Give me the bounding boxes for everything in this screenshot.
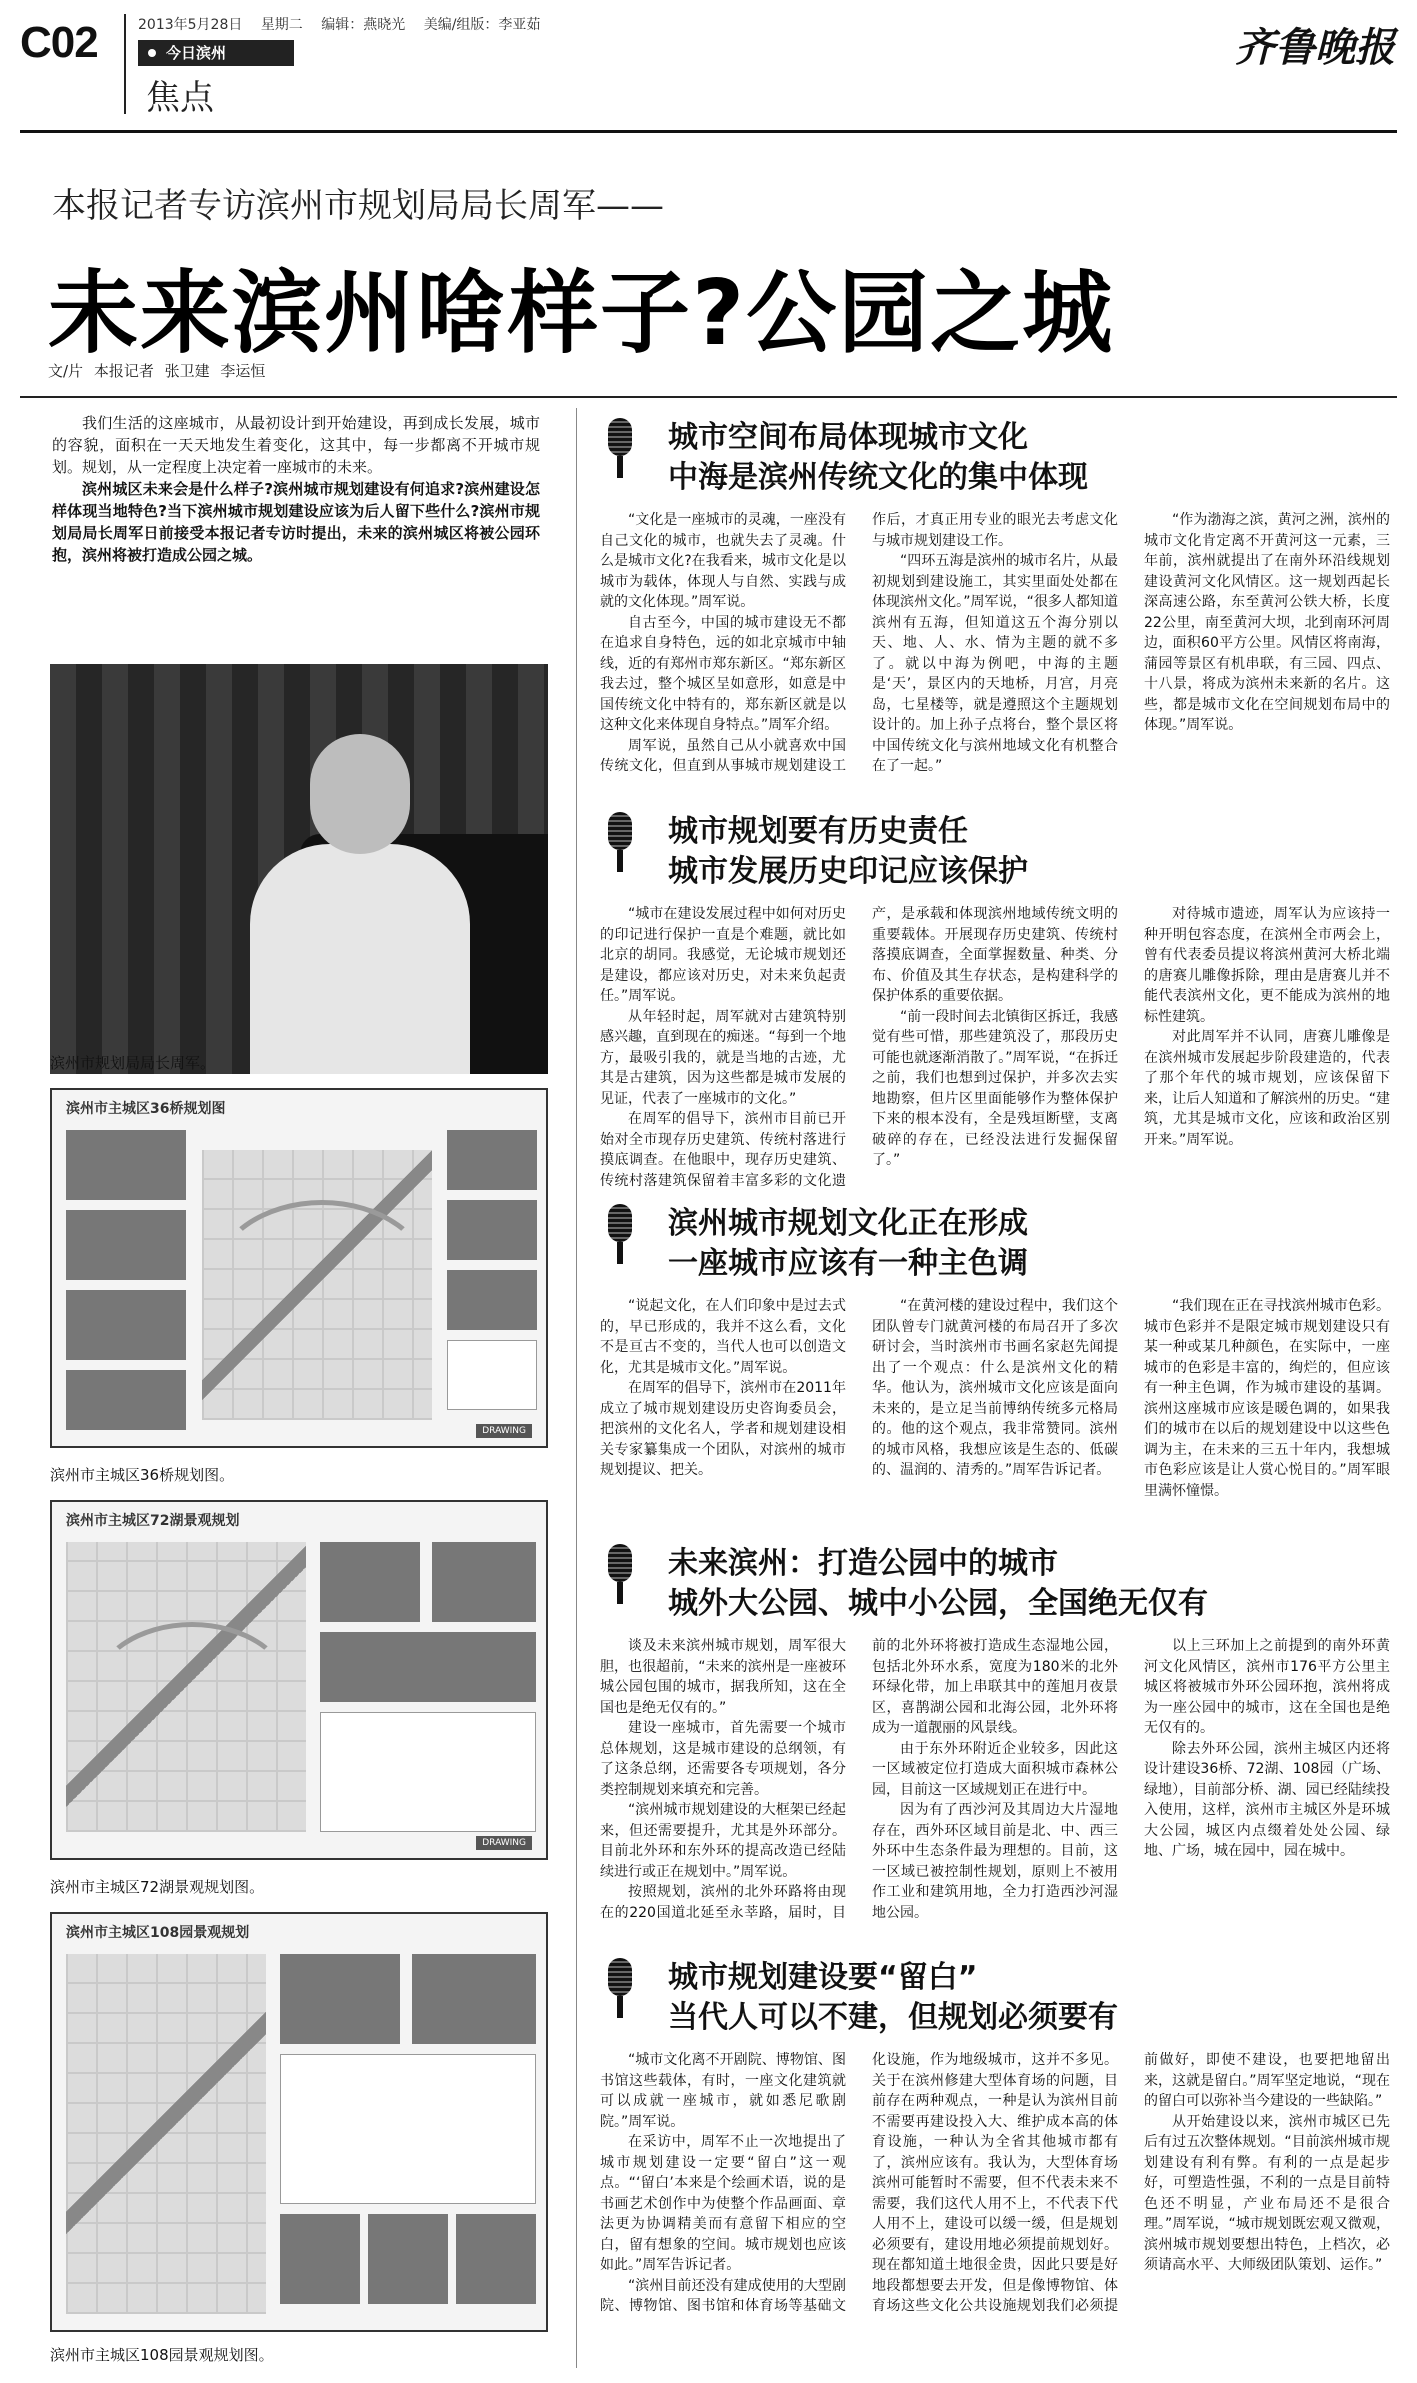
body-paragraph: “城市在建设发展过程中如何对历史的印记进行保护一直是个难题，就比如北京的胡同。我感觉，无论城市规划还是建设，都应该对历史，对未来负起责任。”周军说。 — [600, 906, 846, 1004]
section-body — [600, 1636, 1390, 1923]
body-paragraph: 对此周军并不认同，唐赛儿雕像是在滨州城市发展起步阶段建造的，代表了那个年代的城市规划，应该保留下来，让后人知道和了解滨州的历史。“建筑，尤其是城市文化，应该和政治区别开来。”周军说。 — [1144, 1029, 1390, 1148]
lead-paragraph: 我们生活的这座城市，从最初设计到开始建设，再到成长发展，城市的容貌，面积在一天天地发生着变化，这其中，每一步都离不开城市规划。规划，从一定程度上决定着一座城市的未来。 — [52, 414, 540, 476]
microphone-icon — [602, 812, 638, 872]
microphone-icon — [602, 1958, 638, 2018]
section-name: 焦点 — [146, 78, 214, 118]
header-rule — [20, 130, 1397, 133]
body-paragraph: “城市文化离不开剧院、博物馆、图书馆这些载体，有时，一座文化建筑就可以成就一座城市，就如悉尼歌剧院。”周军说。 — [600, 2052, 846, 2130]
body-paragraph: “四环五海是滨州的城市名片，从最初规划到建设施工，其实里面处处都在体现滨州文化。”周军说，“很多人都知道滨州有五海，但知道这五个海分别以天、地、人、水、情为主题的就不多了。就以中海为例吧，中海的主题是‘天’，景区内的天地桥，月宫，月亮岛，七星楼等，就是遵照这个主题规划设计的。加上孙子点将台，整个景区将中国传统文化与滨州地域文化有机整合在了一起。” — [872, 553, 1118, 774]
bullet-icon — [148, 49, 156, 57]
body-paragraph: 除去外环公园，滨州主城区内还将设计建设36桥、72湖、108园（广场、绿地），目前部分桥、湖、园已经陆续投入使用，这样，滨州市主城区外是环城大公园，城区内点缀着处处公园、绿地、广场，城在园中，园在城中。 — [1144, 1740, 1390, 1859]
section-body — [600, 510, 1390, 777]
map-river — [212, 1200, 432, 1360]
page-code: C02 — [20, 18, 98, 67]
column-divider — [576, 408, 577, 2368]
body-paragraph: 从年轻时起，周军就对古建筑特别感兴趣，直到现在的痴迷。“每到一个地方，最吸引我的，就是当地的古迹，尤其是古建筑，因为这些都是城市发展的见证，代表了一座城市的文化。” — [600, 1008, 846, 1107]
map-caption: 滨州市主城区36桥规划图。 — [50, 1466, 235, 1484]
issue-weekday: 星期二 — [260, 17, 303, 33]
microphone-icon — [602, 1204, 638, 1264]
map-title: 滨州市主城区108园景观规划 — [66, 1925, 250, 1941]
map-caption: 滨州市主城区72湖景观规划图。 — [50, 1878, 265, 1896]
editor-credit: 编辑：燕晓光 — [321, 17, 406, 33]
lake-plan-map — [50, 1500, 548, 1860]
body-paragraph: 从开始建设以来，滨州市城区已先后有过五次整体规划。“目前滨州城市规划建设有利有弊。有利的一点是起步好，可塑造性强，不利的一点是目前特色还不明显，产业布局还不是很合理。”周军说，“城市规划既宏观又微观，滨州城市规划要想出特色，上档次，必须请高水平、大师级团队策划、运作。” — [1144, 2113, 1390, 2273]
article-lead — [52, 412, 540, 566]
designer-credit: 美编/组版：李亚茹 — [423, 17, 541, 33]
body-paragraph: 谈及未来滨州城市规划，周军很大胆，也很超前，“未来的滨州是一座被环城公园包围的城市，据我所知，这在全国也是绝无仅有的。” — [600, 1638, 846, 1716]
map-caption: 滨州市主城区108园景观规划图。 — [50, 2346, 274, 2364]
map-title: 滨州市主城区72湖景观规划 — [66, 1513, 240, 1529]
section-title: 城市规划要有历史责任 城市发展历史印记应该保护 — [668, 814, 1028, 889]
article-headline: 未来滨州啥样子?公园之城 — [48, 261, 1115, 366]
body-paragraph: “滨州城市规划建设的大框架已经起来，但还需要提升，尤其是外环部分。目前北外环和东外环的提高改造已经陆续进行或正在规划中。”周军说。 — [600, 1802, 846, 1880]
map-plan — [66, 1954, 266, 2314]
section-tag-label: 今日滨州 — [166, 44, 227, 62]
body-paragraph: 在周军的倡导下，滨州市在2011年成立了城市规划建设历史咨询委员会，把滨州的文化名人，学者和规划建设相关专家纂集成一个团队，对滨州的城市规划提议、把关。 — [600, 1380, 846, 1478]
section-title: 城市空间布局体现城市文化 中海是滨州传统文化的集中体现 — [668, 420, 1088, 495]
body-paragraph: 在采访中，周军不止一次地提出了城市规划建设一定要“留白”这一观点。“‘留白’本来是个绘画术语，说的是书画艺术创作中为使整个作品画面、章法更为协调精美而有意留下相应的空白，留有想象的空间。城市规划也应该如此。”周军告诉记者。 — [600, 2134, 846, 2273]
portrait-photo — [50, 664, 548, 1074]
section-body — [600, 1296, 1390, 1501]
microphone-icon — [602, 418, 638, 478]
body-paragraph: “我们现在正在寻找滨州城市色彩。城市色彩并不是限定城市规划建设只有某一种或某几种颜色，在实际中，一座城市的色彩是丰富的，绚烂的，但应该有一种主色调，作为城市建设的基调。滨州这座城市应该是暖色调的，如果我们的城市在以后的规划建设中以这些色调为主，在未来的三五十年内，我想城市色彩应该是让人赏心悦目的。”周军眼里满怀憧憬。 — [1144, 1298, 1390, 1499]
body-paragraph: 按照规划，滨州的北外环路将由现在的220国道北延至永莘路，届时，目前的北外环将被打造成生态湿地公园，包括北外环水系，宽度为180米的北外环绿化带，加上串联其中的莲旭月夜景区，喜鹊湖公园和北海公园，北外环将成为一道靓丽的风景线。 — [600, 1638, 1118, 1921]
body-paragraph: “作为渤海之滨，黄河之洲，滨州的城市文化肯定离不开黄河这一元素，三年前，滨州就提出了在南外环沿线规划建设黄河文化风情区。这一规划西起长深高速公路，东至黄河公铁大桥，长度22公里，南至黄河大坝，北到南环河周边，面积60平方公里。风情区将南海，蒲园等景区有机串联，有三园、四点、十八景，将成为滨州未来新的名片。这些，都是城市文化在空间规划布局中的体现。”周军说。 — [1144, 512, 1390, 733]
body-paragraph: “说起文化，在人们印象中是过去式的，早已形成的，我并不这么看，文化不是亘古不变的，当代人也可以创造文化，尤其是城市文化。”周军说。 — [600, 1298, 846, 1376]
issue-meta — [138, 14, 554, 34]
microphone-icon — [602, 1544, 638, 1604]
map-banner: DRAWING — [476, 1424, 532, 1438]
issue-date: 2013年5月28日 — [138, 17, 243, 33]
masthead — [0, 0, 1417, 120]
body-paragraph: 以上三环加上之前提到的南外环黄河文化风情区，滨州市176平方公里主城区将被城市外环公园环抱，滨州将成为一座公园中的城市，这在全国也是绝无仅有的。 — [1144, 1638, 1390, 1736]
body-paragraph: “滨州目前还没有建成使用的大型剧院、博物馆、图书馆和体育场等基础文化设施，作为地级城市，这并不多见。关于在滨州修建大型体育场的问题，目前存在两种观点，一种是认为滨州目前不需要再建设投入大、维护成本高的体育设施，一种认为全省其他城市都有了，滨州应该有。我认为，大型体育场滨州可能暂时不需要，但不代表未来不需要，我们这代人用不上，不代表下代人用不上，建设可以缓一缓，但是规划必须要有，建设用地必须提前规划好。现在都知道土地很金贵，因此只要是好地段都想要去开发，但是像博物馆、体育场这些文化公共设施规划我们必须提前做好，即使不建设，也要把地留出来，这就是留白。”周军坚定地说，“现在的留白可以弥补当今建设的一些缺陷。” — [600, 2052, 1390, 2314]
map-title: 滨州市主城区36桥规划图 — [66, 1101, 226, 1117]
body-paragraph: 周军说，虽然自己从小就喜欢中国传统文化，但直到从事城市规划建设工作后，才真正用专业的眼光去考虑文化与城市规划建设工作。 — [600, 512, 1118, 774]
section-title: 城市规划建设要“留白” 当代人可以不建，但规划必须要有 — [668, 1960, 1118, 2035]
article-kicker: 本报记者专访滨州市规划局局长周军—— — [52, 186, 664, 226]
section-body — [600, 2050, 1390, 2317]
header-divider — [124, 14, 126, 114]
lead-paragraph: 滨州城区未来会是什么样子?滨州城市规划建设有何追求?滨州建设怎样体现当地特色?当下滨州城市规划建设应该为后人留下些什么?滨州市规划局局长周军日前接受本报记者专访时提出，未来的滨州城区将被公园环抱，滨州将被打造成公园之城。 — [52, 480, 540, 564]
body-paragraph: 由于东外环附近企业较多，因此这一区域被定位打造成大面积城市森林公园，目前这一区域规划正在进行中。 — [872, 1740, 1118, 1798]
bridge-plan-map — [50, 1088, 548, 1448]
section-title: 未来滨州：打造公园中的城市 城外大公园、城中小公园，全国绝无仅有 — [668, 1546, 1208, 1621]
map-banner: DRAWING — [476, 1836, 532, 1850]
body-paragraph: 对待城市遗迹，周军认为应该持一种开明包容态度，在滨州全市两会上，曾有代表委员提议将滨州黄河大桥北端的唐赛儿雕像拆除，理由是唐赛儿并不能代表滨州文化，更不能成为滨州的地标性建筑。 — [1144, 906, 1390, 1025]
section-title: 滨州城市规划文化正在形成 一座城市应该有一种主色调 — [668, 1206, 1028, 1281]
article-byline: 文/片 本报记者 张卫建 李运恒 — [48, 362, 266, 380]
body-paragraph: 自古至今，中国的城市建设无不都在追求自身特色，远的如北京城市中轴线，近的有郑州市郑东新区。“郑东新区我去过，整个城区呈如意形，如意是中国传统文化中特有的，郑东新区就是以这种文化来体现自身特点。”周军介绍。 — [600, 614, 846, 733]
park-plan-map — [50, 1912, 548, 2332]
body-paragraph: 在周军的倡导下，滨州市目前已开始对全市现存历史建筑、传统村落进行摸底调查。在他眼中，现存历史建筑、传统村落建筑保留着丰富多彩的文化遗产，是承载和体现滨州地域传统文明的重要载体。开展现存历史建筑、传统村落摸底调查，全面掌握数量、种类、分布、价值及其生存状态，是构建科学的保护体系的重要依据。 — [600, 906, 1118, 1189]
photo-person — [240, 734, 470, 1074]
photo-caption: 滨州市规划局局长周军。 — [50, 1054, 216, 1072]
newspaper-logo: 齐鲁晚报 — [1235, 24, 1395, 71]
body-paragraph: “在黄河楼的建设过程中，我们这个团队曾专门就黄河楼的布局召开了多次研讨会，当时滨州市书画名家赵先闻提出了一个观点：什么是滨州文化的精华。他认为，滨州城市文化应该是面向未来的，是立足当前博纳传统多元格局的。他的这个观点，我非常赞同。滨州的城市风格，我想应该是生态的、低碳的、温润的、清秀的。”周军告诉记者。 — [872, 1298, 1118, 1478]
body-paragraph: “文化是一座城市的灵魂，一座没有自己文化的城市，也就失去了灵魂。什么是城市文化?在我看来，城市文化是以城市为载体，体现人与自然、实践与成就的文化体现。”周军说。 — [600, 512, 846, 610]
map-river — [92, 1622, 292, 1762]
body-paragraph: “前一段时间去北镇街区拆迁，我感觉有些可惜，那些建筑没了，那段历史可能也就逐渐消散了。”周军说，“在拆迁之前，我们也想到过保护，并多次去实地勘察，但片区里面能够作为整体保护下来的根本没有，全是残垣断壁，支离破碎的存在，已经没法进行发掘保留了。” — [872, 1008, 1118, 1168]
body-paragraph: 建设一座城市，首先需要一个城市总体规划，这是城市建设的总纲领，有了这条总纲，还需要各专项规划，各分类控制规划来填充和完善。 — [600, 1720, 846, 1798]
section-body — [600, 904, 1390, 1191]
body-paragraph: 因为有了西沙河及其周边大片湿地存在，西外环区域目前是北、中、西三外环中生态条件最为理想的。目前，这一区域已被控制性规划，原则上不被用作工业和建筑用地，全力打造西沙河湿地公园。 — [872, 1802, 1118, 1921]
section-tag — [138, 40, 294, 66]
headline-rule — [20, 396, 1397, 398]
